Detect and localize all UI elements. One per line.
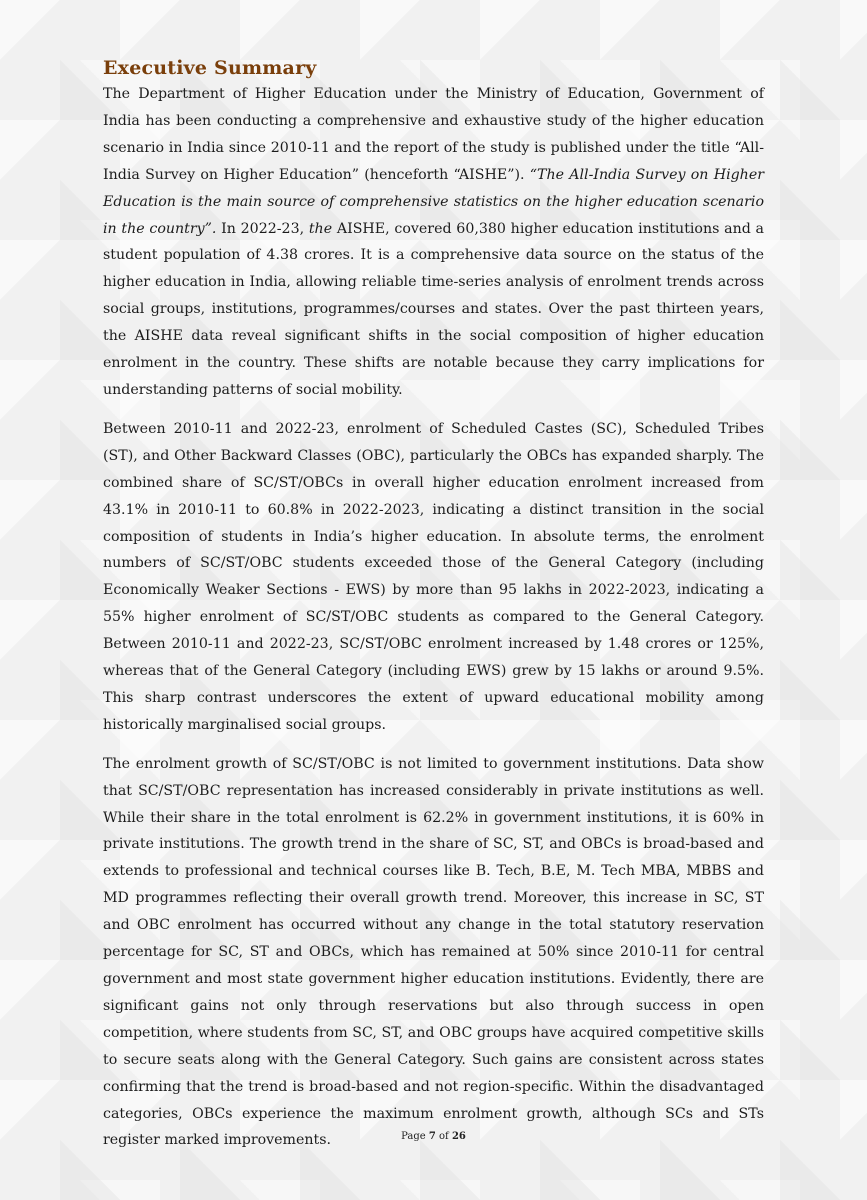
paragraph-1-italic-the: the xyxy=(308,220,333,237)
page-footer xyxy=(0,1131,867,1142)
document-page xyxy=(103,55,764,1154)
paragraph-1-text-b: In 2022-23, xyxy=(216,220,309,237)
paragraph-2: Between 2010-11 and 2022-23, enrolment of Scheduled Castes (SC), Scheduled Tribes (ST), and Other Backward Classes (OBC), particularly the OBCs has expanded sharply. The combined share of SC/ST/OBCs in overall higher education enrolment increased from 43.1% in 2010-11 to 60.8% in 2022-2023, indicating a distinct transition in the social composition of students in India’s higher education. In absolute terms, the enrolment numbers of SC/ST/OBC students exceeded those of the General Category (including Economically Weaker Sections - EWS) by more than 95 lakhs in 2022-2023, indicating a 55% higher enrolment of SC/ST/OBC students as compared to the General Category. Between 2010-11 and 2022-23, SC/ST/OBC enrolment increased by 1.48 crores or 125%, whereas that of the General Category (including EWS) grew by 15 lakhs or around 9.5%. This sharp contrast underscores the extent of upward educational mobility among historically marginalised social groups. xyxy=(103,420,764,733)
paragraph-1 xyxy=(103,81,764,404)
footer-page-word: Page xyxy=(401,1131,426,1142)
footer-page-number: 7 xyxy=(428,1131,436,1142)
footer-of-word: of xyxy=(439,1131,449,1142)
footer-total-pages: 26 xyxy=(451,1131,466,1142)
paragraph-1-text-a: The Department of Higher Education under the Ministry of Education, Government of India has been conducting a comprehensive and exhaustive study of the higher education scenario in India since 2010-11 and the report of the study is published under the title “All-India Survey on Higher Education” (henceforth “AISHE”). xyxy=(103,86,764,183)
paragraph-1-quote: “The All-India Survey on Higher Education is the main source of comprehensive statistics on the higher education scenario in the country”. xyxy=(103,166,765,237)
paragraph-3: The enrolment growth of SC/ST/OBC is not limited to government institutions. Data show that SC/ST/OBC representation has increased considerably in private institutions as well. While their share in the total enrolment is 62.2% in government institutions, it is 60% in private institutions. The growth trend in the share of SC, ST, and OBCs is broad-based and extends to professional and technical courses like B. Tech, B.E, M. Tech MBA, MBBS and MD programmes reflecting their overall growth trend. Moreover, this increase in SC, ST and OBC enrolment has occurred without any change in the total statutory reservation percentage for SC, ST and OBCs, which has remained at 50% since 2010-11 for central government and most state government higher education institutions. Evidently, there are significant gains not only through reservations but also through success in open competition, where students from SC, ST, and OBC groups have acquired competitive skills to secure seats along with the General Category. Such gains are consistent across states confirming that the trend is broad-based and not region-specific. Within the disadvantaged categories, OBCs experience the maximum enrolment growth, although SCs and STs register marked improvements. xyxy=(103,755,764,1149)
paragraph-1-text-c: AISHE, covered 60,380 higher education institutions and a student population of 4.38 crores. It is a comprehensive data source on the status of the higher education in India, allowing reliable time-series analysis of enrolment trends across social groups, institutions, programmes/courses and states. Over the past thirteen years, the AISHE data reveal significant shifts in the social composition of higher education enrolment in the country. These shifts are notable because they carry implications for understanding patterns of social mobility. xyxy=(103,220,765,398)
section-heading: Executive Summary xyxy=(103,57,317,79)
